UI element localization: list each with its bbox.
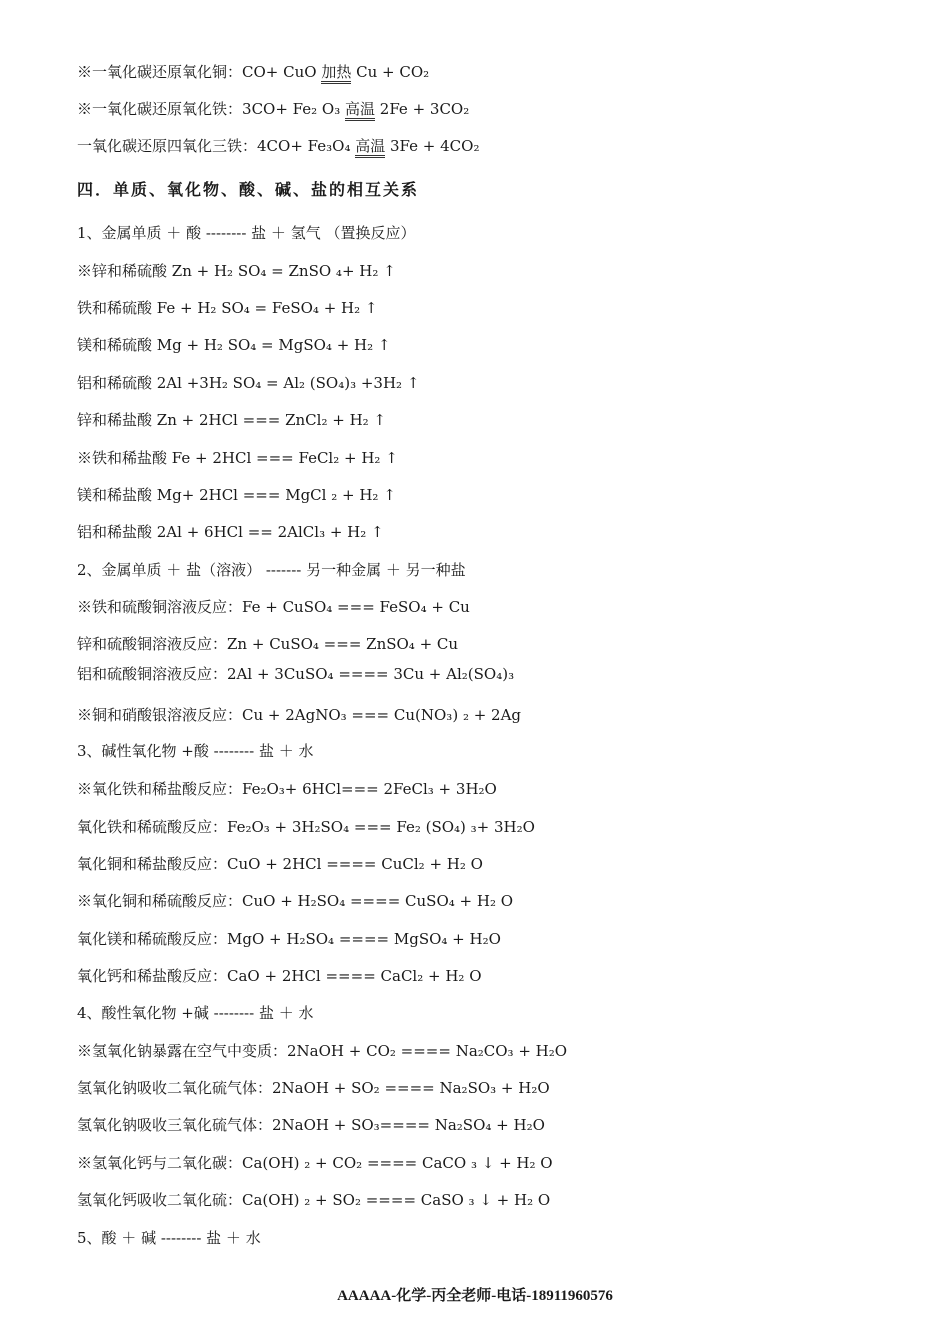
equation-line: 锌和硫酸铜溶液反应：Zn + CuSO₄ === ZnSO₄ + Cu bbox=[77, 635, 459, 653]
equation-line: ※氢氧化钙与二氧化碳：Ca(OH) ₂ + CO₂ ==== CaCO ₃ ↓ + H₂ O bbox=[77, 1154, 553, 1172]
equation-line: ※氧化铁和稀盐酸反应：Fe₂O₃+ 6HCl=== 2FeCl₃ + 3H₂O bbox=[77, 780, 497, 798]
equation-line bbox=[77, 99, 910, 119]
equation-line: ※铜和硝酸银溶液反应：Cu + 2AgNO₃ === Cu(NO₃) ₂ + 2Ag bbox=[77, 706, 522, 724]
equation-line: 氢氧化钠吸收二氧化硫气体：2NaOH + SO₂ ==== Na₂SO₃ + H₂O bbox=[77, 1079, 550, 1097]
equation-line: 氧化铁和稀硫酸反应：Fe₂O₃ + 3H₂SO₄ === Fe₂ (SO₄) ₃+ 3H₂O bbox=[77, 818, 535, 836]
reaction-left: 4CO+ Fe₃O₄ bbox=[257, 137, 356, 155]
equation-line: ※铁和稀盐酸 Fe + 2HCl === FeCl₂ + H₂ ↑ bbox=[77, 449, 398, 467]
equation-line: 氧化镁和稀硫酸反应：MgO + H₂SO₄ ==== MgSO₄ + H₂O bbox=[77, 930, 501, 948]
equation-line: ※锌和稀硫酸 Zn + H₂ SO₄ = ZnSO ₄+ H₂ ↑ bbox=[77, 262, 396, 280]
equation-line: 氢氧化钙吸收二氧化硫：Ca(OH) ₂ + SO₂ ==== CaSO ₃ ↓ + H₂ O bbox=[77, 1191, 551, 1209]
line-prefix: ※ bbox=[77, 100, 93, 118]
equation-line: 氧化铜和稀盐酸反应：CuO + 2HCl ==== CuCl₂ + H₂ O bbox=[77, 855, 483, 873]
equation-line: ※铁和硫酸铜溶液反应：Fe + CuSO₄ === FeSO₄ + Cu bbox=[77, 598, 470, 616]
equation-line: 镁和稀盐酸 Mg+ 2HCl === MgCl ₂ + H₂ ↑ bbox=[77, 486, 396, 504]
equation-line: 铝和稀硫酸 2Al +3H₂ SO₄ = Al₂ (SO₄)₃ +3H₂ ↑ bbox=[77, 374, 420, 392]
equation-line: 氢氧化钠吸收三氧化硫气体：2NaOH + SO₃==== Na₂SO₄ + H₂O bbox=[77, 1116, 545, 1134]
reaction-right: Cu + CO₂ bbox=[351, 63, 430, 81]
reaction-condition: 加热 bbox=[321, 63, 351, 84]
text-line: 4、酸性氧化物 +碱 -------- 盐 ＋ 水 bbox=[77, 1004, 314, 1022]
reaction-name: 一氧化碳还原氧化铜： bbox=[92, 63, 243, 81]
reaction-right: 3Fe + 4CO₂ bbox=[385, 137, 480, 155]
line-prefix: ※ bbox=[77, 63, 93, 81]
equation-line: ※氢氧化钠暴露在空气中变质：2NaOH + CO₂ ==== Na₂CO₃ + H₂O bbox=[77, 1042, 568, 1060]
equation-line bbox=[77, 136, 910, 156]
equation-line: 铝和硫酸铜溶液反应：2Al + 3CuSO₄ ==== 3Cu + Al₂(SO₄)₃ bbox=[77, 665, 515, 683]
reaction-name: 一氧化碳还原氧化铁： bbox=[92, 100, 243, 118]
section-heading: 四．单质、氧化物、酸、碱、盐的相互关系 bbox=[77, 180, 420, 199]
reaction-right: 2Fe + 3CO₂ bbox=[375, 100, 470, 118]
reaction-name: 一氧化碳还原四氧化三铁： bbox=[77, 137, 258, 155]
equation-line: 锌和稀盐酸 Zn + 2HCl === ZnCl₂ + H₂ ↑ bbox=[77, 411, 387, 429]
equation-line bbox=[77, 62, 910, 82]
equation-line: 铁和稀硫酸 Fe + H₂ SO₄ = FeSO₄ + H₂ ↑ bbox=[77, 299, 378, 317]
equation-line: 铝和稀盐酸 2Al + 6HCl == 2AlCl₃ + H₂ ↑ bbox=[77, 523, 384, 541]
text-line: 1、金属单质 ＋ 酸 -------- 盐 ＋ 氢气 （置换反应） bbox=[77, 224, 416, 242]
equation-line: 氧化钙和稀盐酸反应：CaO + 2HCl ==== CaCl₂ + H₂ O bbox=[77, 967, 482, 985]
reaction-left: CO+ CuO bbox=[242, 63, 322, 81]
equation-line: ※氧化铜和稀硫酸反应：CuO + H₂SO₄ ==== CuSO₄ + H₂ O bbox=[77, 892, 514, 910]
text-line: 2、金属单质 ＋ 盐（溶液） ------- 另一种金属 ＋ 另一种盐 bbox=[77, 561, 466, 579]
equation-line: 镁和稀硫酸 Mg + H₂ SO₄ = MgSO₄ + H₂ ↑ bbox=[77, 336, 391, 354]
reaction-condition: 高温 bbox=[355, 137, 385, 158]
reaction-left: 3CO+ Fe₂ O₃ bbox=[242, 100, 346, 118]
text-line: 3、碱性氧化物 +酸 -------- 盐 ＋ 水 bbox=[77, 742, 314, 760]
page-footer: AAAAA-化学-丙全老师-电话-18911960576 bbox=[337, 1288, 613, 1304]
reaction-condition: 高温 bbox=[345, 100, 375, 121]
text-line: 5、酸 ＋ 碱 -------- 盐 ＋ 水 bbox=[77, 1229, 261, 1247]
